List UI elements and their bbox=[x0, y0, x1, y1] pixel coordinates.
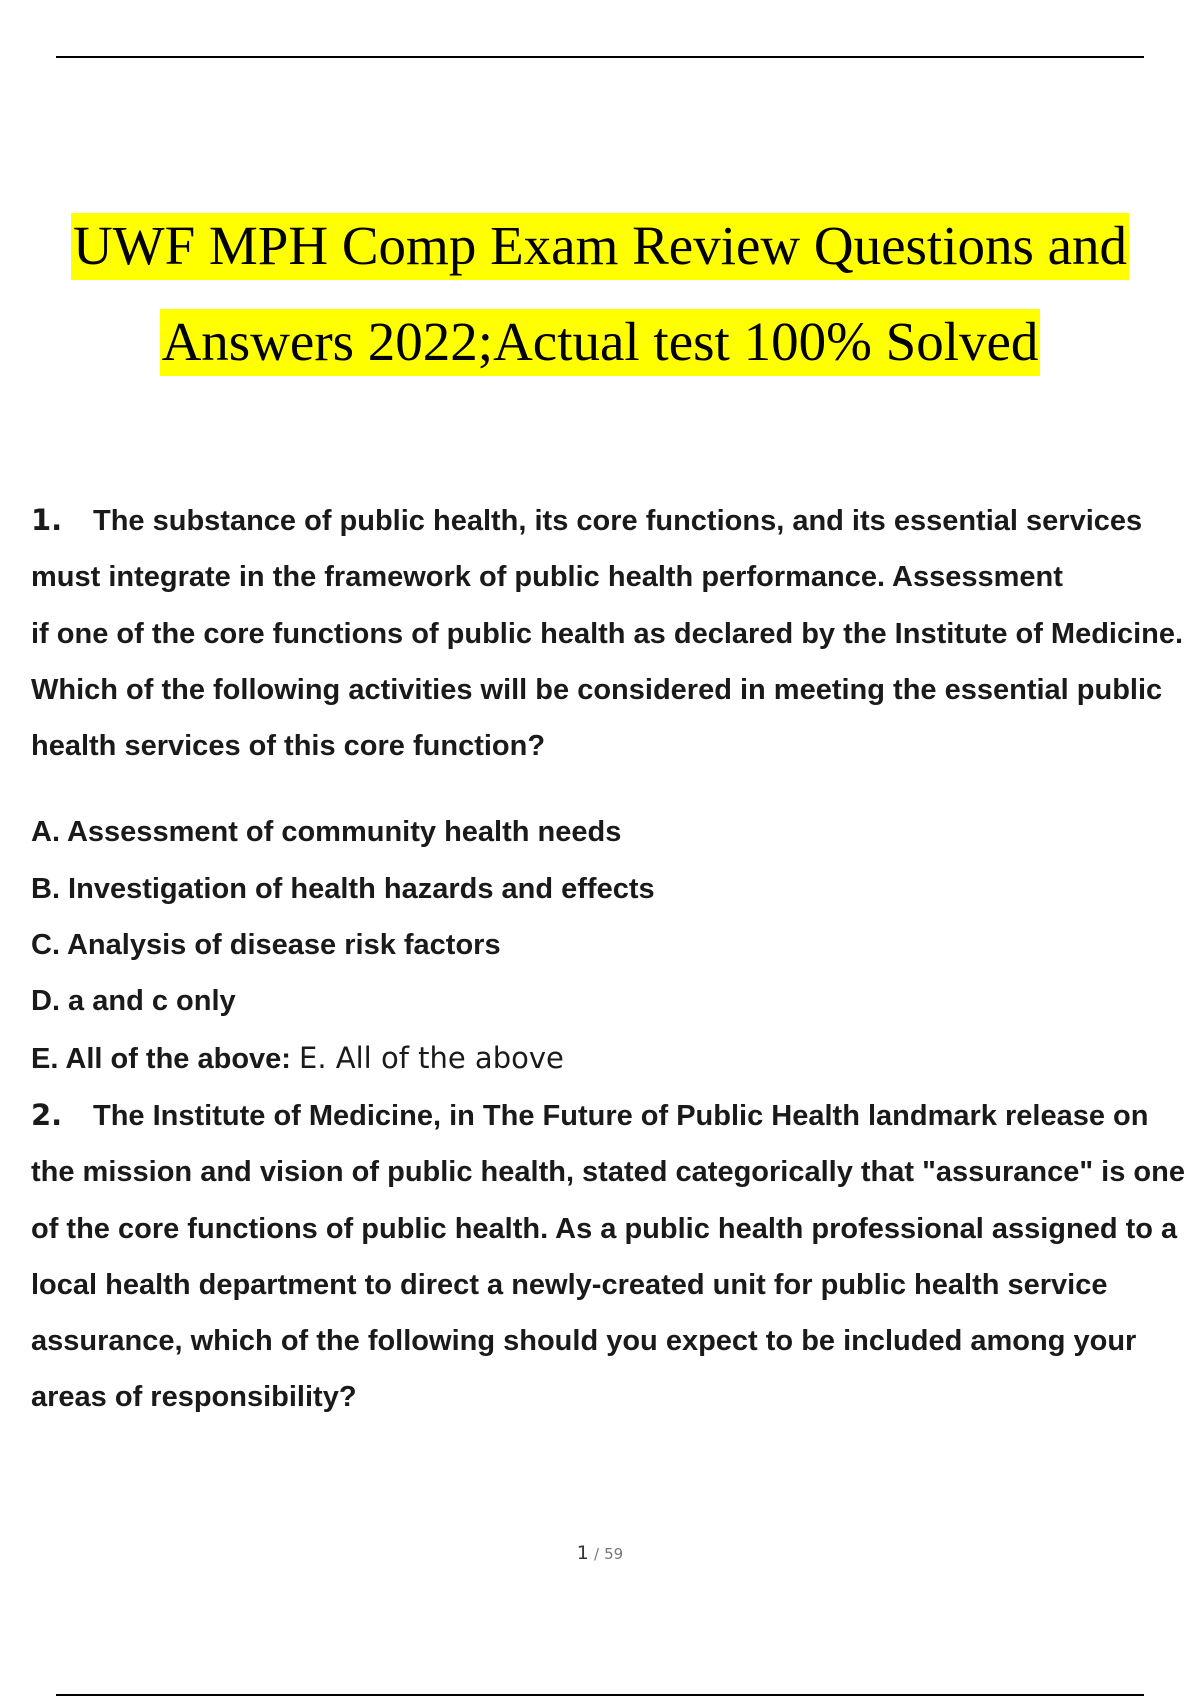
total-pages: 59 bbox=[604, 1545, 624, 1563]
title-line-2: Answers 2022;Actual test 100% Solved bbox=[160, 309, 1041, 376]
answer-text: E. All of the above bbox=[299, 1040, 564, 1075]
option-b: B. Investigation of health hazards and effects bbox=[31, 872, 655, 905]
option-c: C. Analysis of disease risk factors bbox=[31, 929, 501, 962]
question-text: release on the mission and vision of public health, stated categorically that "assurance" is one of the core functions of public health. As a public health professional assigned to a local health department to direct a newly-created unit for public health service assurance, which of the following should you expect to be included among your areas of responsibility? bbox=[31, 1099, 1185, 1414]
page-indicator bbox=[0, 1542, 1200, 1564]
current-page: 1 bbox=[576, 1542, 589, 1564]
option-e bbox=[31, 1030, 1196, 1087]
question-number: 1. bbox=[31, 503, 63, 537]
title-line-1: UWF MPH Comp Exam Review Questions and bbox=[71, 213, 1129, 280]
option-e-label: E. All of the above: bbox=[31, 1042, 291, 1075]
page-separator: / bbox=[593, 1545, 600, 1563]
option-d: D. a and c only bbox=[31, 985, 236, 1018]
footer-rule bbox=[56, 1694, 1144, 1696]
document-body bbox=[31, 492, 1196, 1426]
question-1-continued: if one of the core functions of public health as declared by the Institute of Medicine. Which of the following activities will be considered in meeting the essential public health services of this core function? bbox=[31, 617, 1184, 763]
question-text-lead: The substance of public health, its core functions, and its essential bbox=[93, 505, 1018, 537]
question-text: services must integrate in the framework of public health performance. Assessment bbox=[31, 505, 1143, 594]
question-1 bbox=[31, 492, 1196, 606]
document-title bbox=[0, 198, 1200, 390]
option-a: A. Assessment of community health needs bbox=[31, 816, 622, 849]
question-number: 2. bbox=[31, 1097, 63, 1132]
question-2 bbox=[31, 1087, 1196, 1426]
question-text-lead: The Institute of Medicine, in The Future of Public Health landmark bbox=[93, 1099, 997, 1132]
spacer bbox=[31, 774, 1196, 804]
header-rule bbox=[56, 56, 1144, 58]
